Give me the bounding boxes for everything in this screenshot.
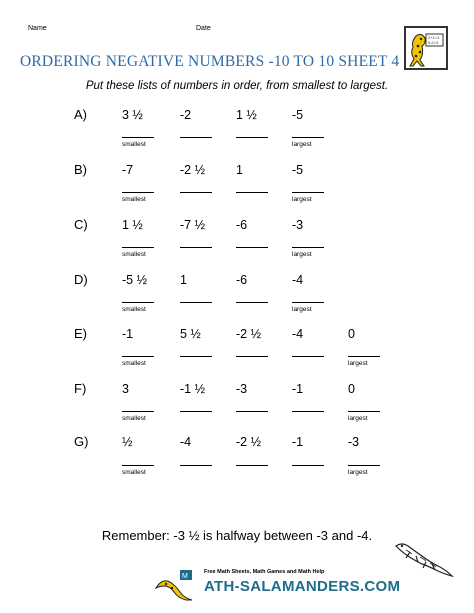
answer-blank[interactable]	[292, 137, 324, 138]
number: -3	[348, 435, 360, 449]
largest-label: largest	[292, 141, 312, 148]
smallest-label: smallest	[122, 141, 146, 148]
answer-blank[interactable]	[236, 356, 268, 357]
answer-blank[interactable]	[236, 302, 268, 303]
lizard-illustration	[392, 540, 454, 585]
answer-blank[interactable]	[180, 411, 212, 412]
lizard-icon	[392, 540, 454, 580]
number: -4	[180, 435, 192, 449]
number: -4	[292, 327, 304, 341]
smallest-label: smallest	[122, 469, 146, 476]
footer-tagline: Free Math Sheets, Math Games and Math Help	[204, 569, 325, 575]
salamander-logo	[404, 26, 448, 70]
row-label: D)	[74, 272, 88, 287]
smallest-label: smallest	[122, 306, 146, 313]
answer-blank[interactable]	[180, 192, 212, 193]
row-label: C)	[74, 217, 88, 232]
smallest-label: smallest	[122, 196, 146, 203]
row-label: B)	[74, 162, 87, 177]
number: 0	[348, 327, 355, 341]
number: -1	[292, 435, 304, 449]
number: -1 ½	[180, 382, 206, 396]
largest-label: largest	[348, 360, 368, 367]
number: -2	[180, 108, 192, 122]
number: -7 ½	[180, 218, 206, 232]
number: 1 ½	[122, 218, 143, 232]
answer-blank[interactable]	[292, 411, 324, 412]
remember-note: Remember: -3 ½ is halfway between -3 and -4.	[101, 528, 373, 543]
answer-blank[interactable]	[122, 247, 154, 248]
svg-text:5-2=3: 5-2=3	[428, 40, 439, 45]
answer-blank[interactable]	[122, 465, 154, 466]
answer-blank[interactable]	[236, 465, 268, 466]
row-label: A)	[74, 107, 87, 122]
instructions: Put these lists of numbers in order, from smallest to largest.	[85, 80, 389, 92]
number: -1	[292, 382, 304, 396]
salamander-mascot-icon	[150, 568, 204, 604]
answer-blank[interactable]	[180, 137, 212, 138]
footer-brand[interactable]: ATH-SALAMANDERS.COM	[204, 578, 401, 595]
svg-text:2+1=3: 2+1=3	[428, 35, 440, 40]
answer-blank[interactable]	[122, 192, 154, 193]
answer-blank[interactable]	[236, 247, 268, 248]
number: -1	[122, 327, 134, 341]
number: -5 ½	[122, 273, 148, 287]
largest-label: largest	[348, 469, 368, 476]
answer-blank[interactable]	[122, 411, 154, 412]
answer-blank[interactable]	[292, 465, 324, 466]
number: -2 ½	[236, 327, 262, 341]
number: -3	[292, 218, 304, 232]
answer-blank[interactable]	[292, 192, 324, 193]
number: 5 ½	[180, 327, 201, 341]
number: -4	[292, 273, 304, 287]
answer-blank[interactable]	[180, 302, 212, 303]
largest-label: largest	[292, 196, 312, 203]
number: -7	[122, 163, 134, 177]
answer-blank[interactable]	[292, 356, 324, 357]
number: -2 ½	[236, 435, 262, 449]
number: -5	[292, 108, 304, 122]
row-label: G)	[74, 434, 89, 449]
number: 1	[180, 273, 187, 287]
number: 3 ½	[122, 108, 143, 122]
number: -6	[236, 273, 248, 287]
smallest-label: smallest	[122, 360, 146, 367]
answer-blank[interactable]	[122, 302, 154, 303]
answer-blank[interactable]	[236, 192, 268, 193]
date-label: Date	[196, 25, 211, 32]
number: ½	[122, 435, 133, 449]
number: 1	[236, 163, 243, 177]
name-label: Name	[28, 25, 47, 32]
page-title: ORDERING NEGATIVE NUMBERS -10 TO 10 SHEET 4	[20, 53, 400, 70]
largest-label: largest	[292, 251, 312, 258]
answer-blank[interactable]	[180, 247, 212, 248]
smallest-label: smallest	[122, 251, 146, 258]
smallest-label: smallest	[122, 415, 146, 422]
answer-blank[interactable]	[122, 137, 154, 138]
row-label: F)	[74, 381, 87, 396]
salamander-teacher-icon	[406, 28, 446, 68]
answer-blank[interactable]	[292, 302, 324, 303]
number: -2 ½	[180, 163, 206, 177]
number: 0	[348, 382, 355, 396]
number: -5	[292, 163, 304, 177]
number: 1 ½	[236, 108, 257, 122]
row-label: E)	[74, 326, 87, 341]
answer-blank[interactable]	[348, 411, 380, 412]
answer-blank[interactable]	[348, 356, 380, 357]
largest-label: largest	[348, 415, 368, 422]
answer-blank[interactable]	[236, 411, 268, 412]
largest-label: largest	[292, 306, 312, 313]
answer-blank[interactable]	[180, 356, 212, 357]
brand-letter: M	[182, 573, 188, 580]
answer-blank[interactable]	[236, 137, 268, 138]
number: 3	[122, 382, 129, 396]
answer-blank[interactable]	[292, 247, 324, 248]
answer-blank[interactable]	[180, 465, 212, 466]
answer-blank[interactable]	[122, 356, 154, 357]
number: -3	[236, 382, 248, 396]
number: -6	[236, 218, 248, 232]
answer-blank[interactable]	[348, 465, 380, 466]
